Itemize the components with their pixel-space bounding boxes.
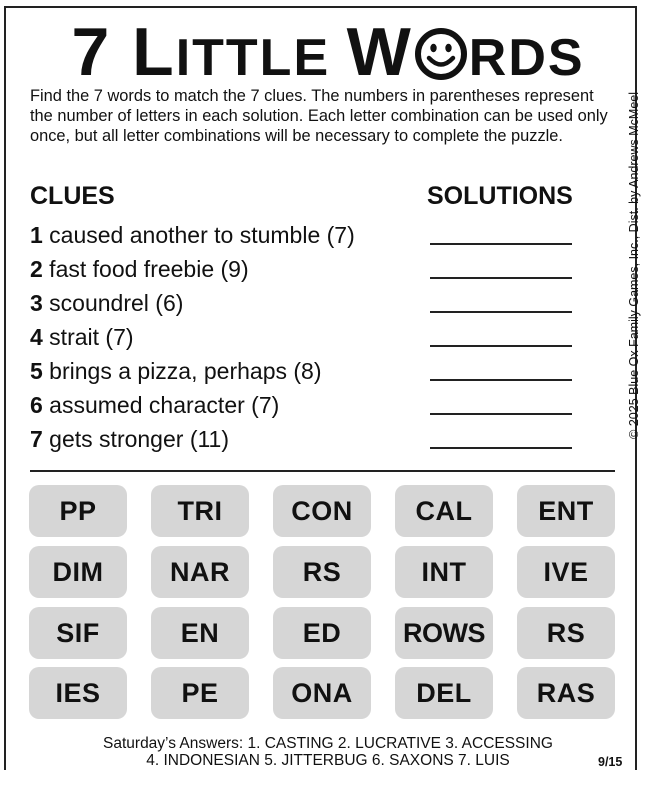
solution-line-2[interactable] (430, 277, 572, 279)
previous-answers (0, 735, 656, 769)
letter-tile[interactable]: DIM (29, 546, 127, 598)
smiley-face-icon (414, 27, 468, 81)
letter-tile[interactable]: ENT (517, 485, 615, 537)
clues-header: CLUES (30, 182, 115, 210)
letter-tile[interactable]: PE (151, 667, 249, 719)
instructions: Find the 7 words to match the 7 clues. The numbers in parentheses represent the number of letters in each solution. Each letter combination can be used only once, but all letter combinations will be necessary to complete the puzzle. (30, 87, 608, 145)
letter-tile[interactable]: INT (395, 546, 493, 598)
solution-line-4[interactable] (430, 345, 572, 347)
letter-tile[interactable]: SIF (29, 607, 127, 659)
solution-line-3[interactable] (430, 311, 572, 313)
divider (30, 470, 615, 472)
solution-line-1[interactable] (430, 243, 572, 245)
clue-3: 3 scoundrel (6) (30, 290, 184, 316)
letter-tile[interactable]: RS (517, 607, 615, 659)
letter-tile[interactable]: ONA (273, 667, 371, 719)
letter-tile[interactable]: ED (273, 607, 371, 659)
solution-line-6[interactable] (430, 413, 572, 415)
answers-line-2: 4. INDONESIAN 5. JITTERBUG 6. SAXONS 7. LUIS (146, 752, 510, 769)
letter-tile[interactable]: PP (29, 485, 127, 537)
clue-4: 4 strait (7) (30, 324, 134, 350)
letter-tile[interactable]: ROWS (395, 607, 493, 659)
puzzle-title: 7 LITTLE W RDS (71, 14, 585, 90)
letter-tile[interactable]: NAR (151, 546, 249, 598)
letter-tile[interactable]: IES (29, 667, 127, 719)
copyright-notice: © 2025 Blue Ox Family Games, Inc., Dist. by Andrews McMeel (627, 92, 641, 439)
clue-7: 7 gets stronger (11) (30, 426, 230, 452)
letter-tile[interactable]: RAS (517, 667, 615, 719)
clue-5: 5 brings a pizza, perhaps (8) (30, 358, 322, 384)
solution-line-7[interactable] (430, 447, 572, 449)
letter-tile[interactable]: RS (273, 546, 371, 598)
solution-line-5[interactable] (430, 379, 572, 381)
letter-tile[interactable]: CAL (395, 485, 493, 537)
letter-tile[interactable]: TRI (151, 485, 249, 537)
clue-2: 2 fast food freebie (9) (30, 256, 249, 282)
puzzle-date: 9/15 (598, 755, 623, 769)
letter-tile[interactable]: DEL (395, 667, 493, 719)
clue-1: 1 caused another to stumble (7) (30, 222, 355, 248)
answers-line-1: Saturday’s Answers: 1. CASTING 2. LUCRATIVE 3. ACCESSING (103, 735, 553, 752)
letter-tile[interactable]: EN (151, 607, 249, 659)
letter-tile[interactable]: CON (273, 485, 371, 537)
letter-tile[interactable]: IVE (517, 546, 615, 598)
solutions-header: SOLUTIONS (427, 182, 573, 210)
clue-6: 6 assumed character (7) (30, 392, 280, 418)
